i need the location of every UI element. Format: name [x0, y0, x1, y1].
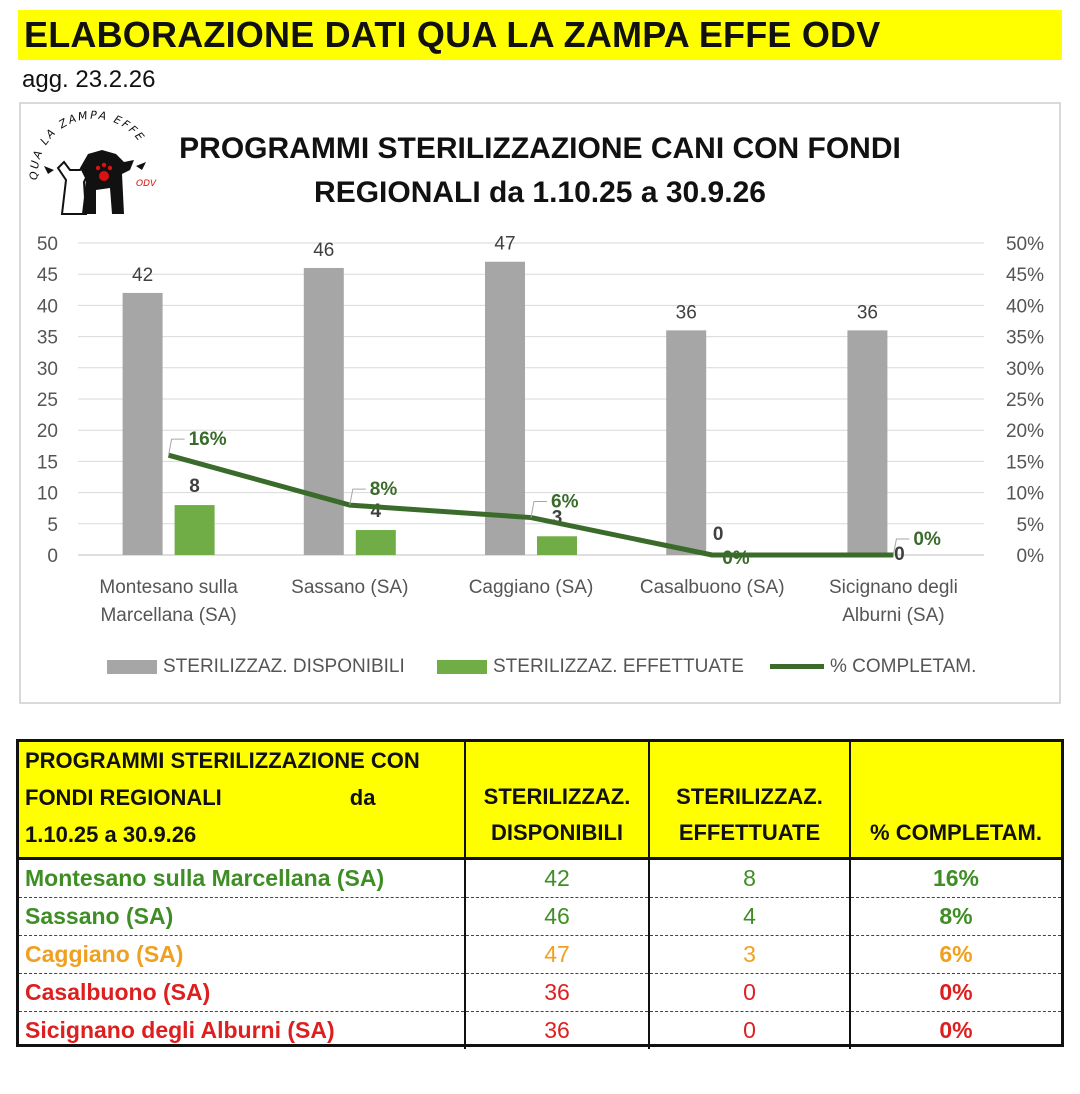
y-tick-right: 45% — [1005, 265, 1044, 287]
x-category-label: Sicignano degli — [828, 577, 958, 598]
y-tick-left: 35 — [36, 327, 58, 349]
header-done-line1: STERILIZZAZ. — [676, 784, 823, 809]
row-pct: 16% — [850, 859, 1061, 898]
bar-available — [847, 330, 887, 555]
bar-done-label: 4 — [370, 501, 382, 523]
x-category-label: Montesano sulla — [99, 577, 238, 598]
row-available: 46 — [465, 898, 649, 936]
y-tick-right: 25% — [1005, 390, 1044, 411]
bar-done-label: 3 — [551, 507, 563, 529]
row-available: 47 — [465, 936, 649, 974]
bar-done-label: 0 — [712, 524, 724, 545]
header-pct: % COMPLETAM. — [850, 742, 1061, 859]
y-tick-left: 0 — [47, 546, 58, 567]
x-category-label: Caggiano (SA) — [468, 577, 594, 598]
header-done-line2: EFFETTUATE — [678, 820, 821, 845]
header-program — [19, 742, 465, 859]
y-tick-right: 40% — [1005, 296, 1044, 318]
header-available-line2: DISPONIBILI — [490, 820, 623, 845]
row-available: 36 — [465, 1012, 649, 1050]
row-name: Caggiano (SA) — [19, 936, 465, 974]
y-tick-left: 45 — [36, 265, 58, 287]
bar-available-label: 36 — [856, 302, 878, 324]
header-program-line3: 1.10.25 a 30.9.26 — [25, 822, 197, 847]
bar-available-label: 47 — [494, 233, 516, 255]
row-done: 4 — [649, 898, 850, 936]
legend-item-done — [437, 654, 744, 680]
row-name: Sassano (SA) — [19, 898, 465, 936]
row-pct: 6% — [850, 936, 1061, 974]
row-name: Casalbuono (SA) — [19, 974, 465, 1012]
legend-label-available: STERILIZZAZ. DISPONIBILI — [163, 656, 405, 677]
table-row — [19, 1012, 1061, 1050]
legend-swatch-available — [107, 660, 157, 674]
bar-done — [356, 530, 396, 555]
row-pct: 0% — [850, 974, 1061, 1012]
y-tick-left: 30 — [36, 358, 58, 380]
header-program-da: da — [349, 785, 376, 810]
bar-done-label: 8 — [189, 476, 200, 498]
legend-label-completion: % COMPLETAM. — [830, 656, 977, 677]
table-row — [19, 974, 1061, 1012]
bar-available-label: 46 — [313, 239, 335, 261]
y-tick-left: 20 — [36, 421, 58, 443]
legend-item-available — [107, 654, 405, 680]
x-category-label: Alburni (SA) — [842, 605, 945, 626]
completion-label: 6% — [551, 491, 579, 513]
x-category-label: Casalbuono (SA) — [639, 577, 785, 598]
y-tick-right: 30% — [1005, 358, 1044, 380]
completion-label: 0% — [913, 529, 941, 550]
bar-done-label: 0 — [894, 544, 905, 565]
row-done: 3 — [649, 936, 850, 974]
x-category-label: Sassano (SA) — [291, 577, 409, 598]
y-tick-right: 0% — [1016, 546, 1044, 567]
table-row — [19, 936, 1061, 974]
legend-label-done: STERILIZZAZ. EFFETTUATE — [493, 656, 744, 677]
legend-item-completion — [770, 654, 976, 680]
bar-done — [537, 536, 577, 555]
chart-legend — [0, 654, 1080, 680]
logo-arc-text: QUA LA ZAMPA EFFE — [27, 110, 148, 181]
completion-label: 0% — [722, 548, 750, 569]
row-done: 0 — [649, 1012, 850, 1050]
row-pct: 8% — [850, 898, 1061, 936]
summary-table — [19, 742, 1061, 1049]
row-available: 42 — [465, 859, 649, 898]
header-program-line2: FONDI REGIONALI — [25, 785, 222, 810]
bar-available — [304, 268, 344, 555]
completion-label-leader — [350, 489, 366, 505]
chart-title-line2: REGIONALI da 1.10.25 a 30.9.26 — [314, 176, 766, 209]
row-done: 0 — [649, 974, 850, 1012]
table-row — [19, 898, 1061, 936]
bar-available-label: 36 — [675, 302, 697, 324]
summary-table-frame — [16, 739, 1064, 1047]
row-available: 36 — [465, 974, 649, 1012]
logo-odv-text: ODV — [136, 179, 157, 189]
completion-label-leader — [531, 502, 547, 518]
bar-available — [485, 262, 525, 555]
y-tick-right: 15% — [1005, 452, 1044, 474]
y-tick-left: 15 — [36, 452, 58, 474]
completion-label-leader — [169, 439, 185, 455]
row-pct: 0% — [939, 1017, 973, 1043]
y-tick-right: 10% — [1005, 483, 1044, 505]
completion-label: 8% — [369, 479, 398, 501]
bar-done — [175, 505, 215, 555]
y-tick-right: 5% — [1016, 514, 1044, 536]
legend-swatch-done — [437, 660, 487, 674]
row-name: Montesano sulla Marcellana (SA) — [19, 859, 465, 898]
completion-line-path — [169, 455, 894, 555]
header-available — [465, 742, 649, 859]
y-tick-left: 40 — [36, 296, 58, 318]
chart-title-line1: PROGRAMMI STERILIZZAZIONE CANI CON FONDI — [179, 132, 901, 165]
update-date: agg. 23.2.26 — [22, 66, 156, 93]
y-tick-right: 35% — [1005, 327, 1044, 349]
completion-label: 16% — [188, 429, 227, 451]
y-tick-right: 50% — [1005, 234, 1044, 255]
row-done: 8 — [649, 859, 850, 898]
y-tick-left: 50 — [36, 234, 58, 255]
table-row — [19, 859, 1061, 898]
header-done — [649, 742, 850, 859]
y-tick-left: 5 — [47, 514, 58, 536]
y-tick-left: 25 — [36, 390, 58, 411]
header-program-line1: PROGRAMMI STERILIZZAZIONE CON — [25, 748, 420, 773]
bar-available-label: 42 — [132, 264, 154, 286]
header-available-line1: STERILIZZAZ. — [483, 784, 631, 809]
bar-available — [123, 293, 163, 555]
y-tick-left: 10 — [36, 483, 58, 505]
legend-swatch-completion — [770, 664, 824, 669]
bar-available — [666, 330, 706, 555]
y-tick-right: 20% — [1005, 421, 1044, 443]
page-banner-title: ELABORAZIONE DATI QUA LA ZAMPA EFFE ODV — [18, 10, 1062, 60]
row-name: Sicignano degli Alburni (SA) — [19, 1012, 465, 1050]
x-category-label: Marcellana (SA) — [100, 605, 237, 626]
